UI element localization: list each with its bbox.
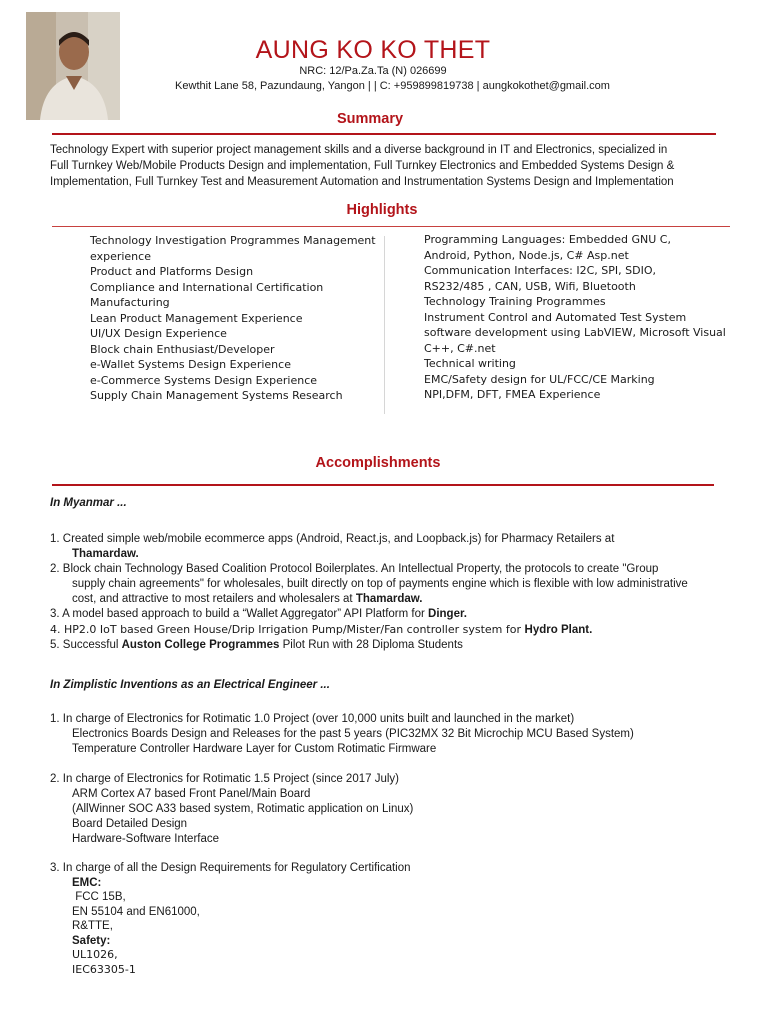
summary-line: Technology Expert with superior project management skills and a diverse background in IT and Electronics, specialized in bbox=[50, 144, 668, 156]
summary-title: Summary bbox=[336, 111, 404, 127]
highlight-item: Programming Languages: Embedded GNU C, bbox=[424, 233, 671, 246]
company-thamardaw: Thamardaw. bbox=[355, 593, 423, 605]
item-text: cost, and attractive to most retailers and wholesalers at bbox=[72, 593, 356, 605]
company-thamardaw: Thamardaw. bbox=[72, 548, 139, 560]
safety-label: Safety: bbox=[72, 934, 111, 947]
highlight-item: Technology Investigation Programmes Management bbox=[90, 234, 376, 247]
candidate-name: AUNG KO KO THET bbox=[255, 36, 491, 64]
highlight-item: e-Wallet Systems Design Experience bbox=[90, 358, 291, 371]
highlight-item: experience bbox=[90, 249, 151, 263]
sub-item: Board Detailed Design bbox=[72, 818, 188, 830]
summary-text bbox=[50, 142, 750, 190]
company-hydro-plant: Hydro Plant. bbox=[524, 624, 593, 636]
company-dinger: Dinger. bbox=[428, 608, 467, 620]
sub-item: FCC 15B, bbox=[72, 891, 126, 903]
list-item bbox=[50, 622, 760, 638]
zimplistic-block-1 bbox=[50, 712, 760, 757]
emc-label: EMC: bbox=[72, 876, 102, 889]
highlight-item: Android, Python, Node.js, C# Asp.net bbox=[424, 248, 629, 262]
list-item: 3. In charge of all the Design Requirements for Regulatory Certification bbox=[50, 862, 411, 874]
highlights-right-list bbox=[424, 232, 754, 403]
item-text: supply chain agreements" for wholesales, built directly on top of payments engine which is flexible with low administrative bbox=[72, 578, 688, 590]
item-text: 2. Block chain Technology Based Coalition Protocol Boilerplates. An Intellectual Property, the protocols to create "Group bbox=[50, 563, 659, 575]
highlights-left-list bbox=[90, 233, 390, 404]
sub-heading-emc bbox=[50, 876, 760, 891]
highlight-item: Block chain Enthusiast/Developer bbox=[90, 342, 275, 356]
list-item bbox=[50, 638, 760, 653]
sub-item: R&TTE, bbox=[72, 920, 113, 932]
sub-item: Electronics Boards Design and Releases for the past 5 years (PIC32MX 32 Bit Microchip MCU Based System) bbox=[72, 728, 634, 740]
summary-line: Full Turnkey Web/Mobile Products Design and implementation, Full Turnkey Electronics and Embedded Systems Design & bbox=[50, 160, 675, 172]
nrc-number: NRC: 12/Pa.Za.Ta (N) 026699 bbox=[299, 65, 447, 77]
highlight-item: software development using LabVIEW, Microsoft Visual bbox=[424, 326, 726, 339]
item-text: 3. A model based approach to build a “Wallet Aggregator” API Platform for bbox=[50, 608, 429, 620]
sub-item: Hardware-Software Interface bbox=[72, 833, 220, 845]
highlight-item: UI/UX Design Experience bbox=[90, 327, 227, 340]
highlight-item: e-Commerce Systems Design Experience bbox=[90, 373, 318, 387]
item-text: 5. Successful bbox=[50, 639, 122, 651]
list-item: 1. In charge of Electronics for Rotimatic 1.0 Project (over 10,000 units built and launched in the market) bbox=[50, 713, 575, 725]
highlight-item: RS232/485 , CAN, USB, Wifi, Bluetooth bbox=[424, 279, 636, 293]
highlight-item: Technical writing bbox=[424, 357, 516, 370]
sub-item: UL1026, bbox=[72, 948, 118, 961]
myanmar-list bbox=[50, 532, 760, 653]
program-name: Auston College Programmes bbox=[121, 639, 280, 651]
sub-heading-safety bbox=[50, 934, 760, 949]
item-text: 1. Created simple web/mobile ecommerce apps (Android, React.js, and Loopback.js) for Pharmacy Retailers at bbox=[50, 533, 615, 545]
highlight-item: Communication Interfaces: I2C, SPI, SDIO, bbox=[424, 264, 656, 277]
list-item-continuation bbox=[50, 547, 760, 562]
list-item bbox=[50, 562, 760, 577]
item-text: Pilot Run with 28 Diploma Students bbox=[279, 639, 463, 651]
item-text: 4. HP2.0 IoT based Green House/Drip Irrigation Pump/Mister/Fan controller system for bbox=[50, 623, 525, 636]
accomplishments-title: Accomplishments bbox=[315, 455, 441, 471]
highlight-item: Supply Chain Management Systems Research bbox=[90, 389, 343, 402]
highlight-item: Lean Product Management Experience bbox=[90, 311, 303, 325]
highlights-title: Highlights bbox=[346, 202, 418, 218]
sub-item: EN 55104 and EN61000, bbox=[72, 905, 200, 918]
highlight-item: Instrument Control and Automated Test System bbox=[424, 310, 687, 324]
highlight-item: Manufacturing bbox=[90, 296, 170, 309]
summary-rule bbox=[52, 133, 716, 135]
list-item: 2. In charge of Electronics for Rotimatic 1.5 Project (since 2017 July) bbox=[50, 773, 399, 785]
accomplishments-rule bbox=[52, 484, 714, 486]
highlight-item: Technology Training Programmes bbox=[424, 295, 606, 308]
list-item-continuation bbox=[50, 592, 760, 607]
sub-item: Temperature Controller Hardware Layer for Custom Rotimatic Firmware bbox=[72, 743, 437, 755]
zimplistic-block-3 bbox=[50, 861, 760, 977]
list-item-continuation bbox=[50, 577, 760, 592]
highlight-item: C++, C#.net bbox=[424, 341, 496, 355]
contact-line: Kewthit Lane 58, Pazundaung, Yangon | | C: +959899819738 | aungkokothet@gmail.com bbox=[175, 80, 610, 92]
list-item bbox=[50, 607, 760, 622]
myanmar-heading: In Myanmar ... bbox=[50, 497, 127, 509]
sub-item: ARM Cortex A7 based Front Panel/Main Board bbox=[72, 788, 311, 800]
sub-item: (AllWinner SOC A33 based system, Rotimatic application on Linux) bbox=[72, 803, 414, 815]
summary-line: Implementation, Full Turnkey Test and Measurement Automation and Instrumentation Systems Design and Implementation bbox=[50, 176, 674, 188]
list-item bbox=[50, 532, 760, 547]
sub-item: IEC63305-1 bbox=[72, 962, 136, 976]
highlight-item: Product and Platforms Design bbox=[90, 265, 254, 278]
highlights-rule bbox=[52, 226, 730, 227]
zimplistic-block-2 bbox=[50, 772, 760, 847]
zimplistic-heading: In Zimplistic Inventions as an Electrical Engineer ... bbox=[50, 679, 330, 691]
highlight-item: NPI,DFM, DFT, FMEA Experience bbox=[424, 388, 601, 401]
highlight-item: EMC/Safety design for UL/FCC/CE Marking bbox=[424, 372, 655, 386]
highlight-item: Compliance and International Certification bbox=[90, 280, 324, 294]
